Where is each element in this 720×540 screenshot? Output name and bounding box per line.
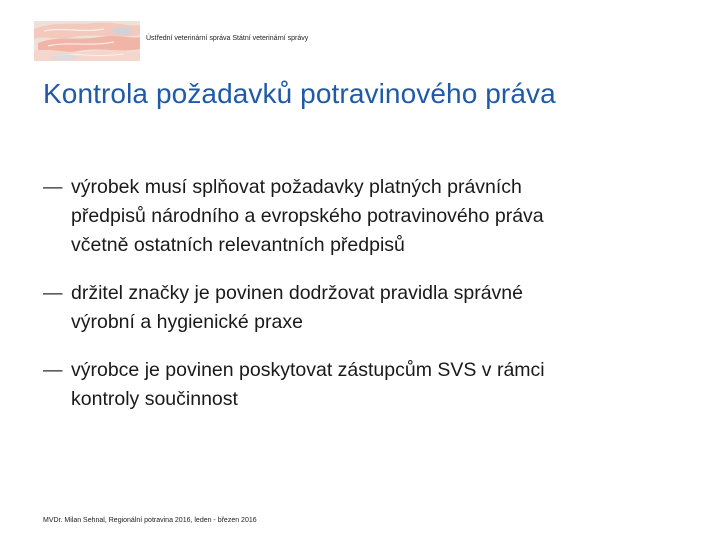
bullet-line: držitel značky je povinen dodržovat pravidla správné xyxy=(71,282,523,304)
bullet-line: výrobce je povinen poskytovat zástupcům SVS v rámci xyxy=(71,359,545,381)
bullet-line: kontroly součinnost xyxy=(71,388,238,410)
bullet-line: výrobek musí splňovat požadavky platných právních xyxy=(71,176,522,198)
bullet-line: včetně ostatních relevantních předpisů xyxy=(71,234,405,256)
bullet-list xyxy=(43,173,693,433)
footer-text: MVDr. Milan Sehnal, Regionální potravina 2016, leden - březen 2016 xyxy=(43,517,257,524)
bullet-line: výrobní a hygienické praxe xyxy=(71,311,303,333)
fish-fillets-photo-icon xyxy=(34,21,140,61)
bullet-dash: — xyxy=(43,359,63,381)
slide-title: Kontrola požadavků potravinového práva xyxy=(43,78,556,109)
bullet-item xyxy=(43,279,693,337)
header-org-text: Ústřední veterinární správa Státní veterinární správy xyxy=(146,35,309,42)
bullet-line: předpisů národního a evropského potravinového práva xyxy=(71,205,544,227)
bullet-item xyxy=(43,173,693,260)
bullet-item xyxy=(43,356,693,414)
bullet-dash: — xyxy=(43,176,63,198)
bullet-dash: — xyxy=(43,282,63,304)
